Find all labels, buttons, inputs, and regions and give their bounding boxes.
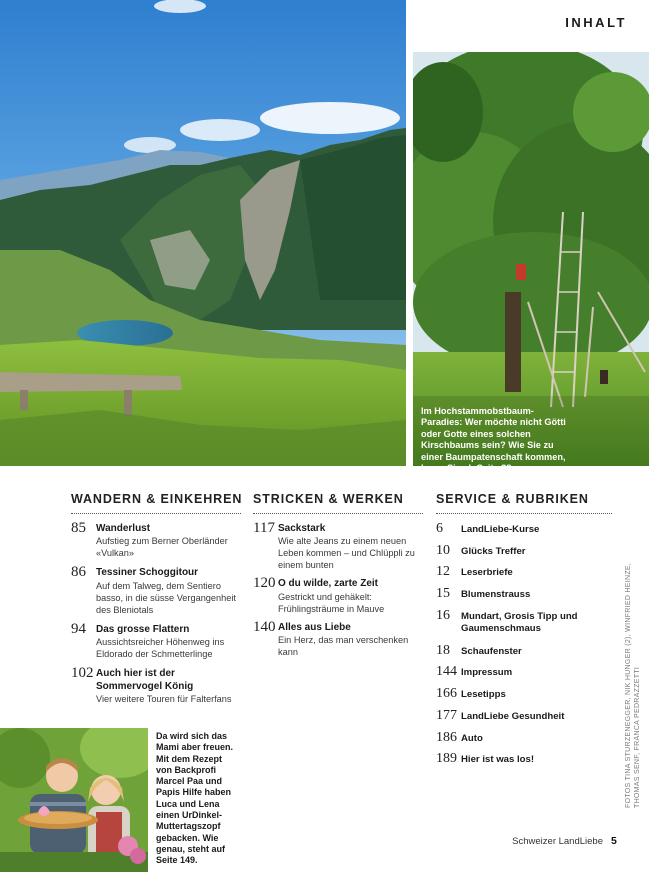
toc-entry[interactable] bbox=[436, 729, 612, 754]
entry-title: Das grosse Flattern bbox=[96, 623, 190, 635]
toc-entry[interactable] bbox=[253, 618, 423, 658]
photo-credit bbox=[624, 563, 642, 808]
folio-page-number: 5 bbox=[611, 835, 617, 847]
entry-title: Impressum bbox=[461, 667, 513, 679]
column-title: STRICKEN & WERKEN bbox=[253, 492, 404, 506]
entry-description: Aussichtsreicher Höhenweg ins Eldorado der Schmetterlinge bbox=[96, 637, 225, 660]
page-number: 189 bbox=[436, 751, 457, 767]
toc-entry[interactable] bbox=[71, 520, 241, 559]
toc-entry[interactable] bbox=[436, 588, 612, 610]
service-list bbox=[436, 523, 612, 775]
cherry-tree-photo bbox=[413, 52, 649, 466]
toc-entry[interactable] bbox=[436, 753, 612, 775]
entry-description: Ein Herz, das man verschenken kann bbox=[278, 635, 409, 658]
kids-photo-caption: Da wird sich das Mami aber freuen. Mit dem Rezept von Backprofi Marcel Paa und Papis Hilfe haben Luca und Lena einen UrDinkel-Muttertagszopf gebacken. Wie genau, steht auf Seite 149. bbox=[156, 731, 234, 866]
page-number: 186 bbox=[436, 729, 457, 745]
dotted-divider bbox=[436, 513, 612, 514]
toc-entry[interactable] bbox=[436, 688, 612, 710]
page-footer bbox=[512, 835, 617, 847]
page-number: 166 bbox=[436, 686, 457, 702]
entry-title: O du wilde, zarte Zeit bbox=[278, 578, 379, 590]
entry-title: Leserbriefe bbox=[461, 567, 513, 579]
toc-entry[interactable] bbox=[436, 566, 612, 588]
entry-title: Sackstark bbox=[278, 523, 326, 534]
toc-entry[interactable] bbox=[436, 666, 612, 688]
page-number: 94 bbox=[71, 620, 86, 637]
toc-entry[interactable] bbox=[71, 620, 241, 660]
dotted-divider bbox=[71, 513, 241, 514]
kids-with-bread-photo bbox=[0, 728, 148, 872]
entry-title: Schaufenster bbox=[461, 645, 522, 657]
page-number: 144 bbox=[436, 664, 457, 680]
toc-entry[interactable] bbox=[436, 542, 612, 567]
entry-description: Vier weitere Touren für Falterfans bbox=[96, 694, 232, 705]
page-number: 120 bbox=[253, 575, 276, 592]
toc-entry[interactable] bbox=[253, 575, 423, 614]
entry-description: Wie alte Jeans zu einem neuen Leben kommen – und Chlüppli zu einem bunten bbox=[278, 536, 415, 571]
page-number: 86 bbox=[71, 564, 86, 581]
toc-entry[interactable] bbox=[436, 523, 612, 545]
entry-title: Glücks Treffer bbox=[461, 545, 526, 557]
entry-title: Blumenstrauss bbox=[461, 589, 531, 601]
entry-title: LandLiebe-Kurse bbox=[461, 524, 540, 535]
entry-title: LandLiebe Gesundheit bbox=[461, 710, 565, 722]
entry-title: Mundart, Grosis Tipp und Gaumenschmaus bbox=[461, 610, 578, 635]
toc-entry[interactable] bbox=[253, 520, 423, 571]
entry-title: Tessiner Schoggitour bbox=[96, 567, 199, 579]
photo-credit-line: FOTOS TINA STURZENEGGER, NIK HUNGER (2), WINFRIED HEINZE, bbox=[625, 562, 632, 808]
page-number: 15 bbox=[436, 586, 450, 602]
entry-description: Gestrickt und gehäkelt: Frühlingsträume in Mauve bbox=[278, 591, 385, 614]
toc-column-stricken bbox=[253, 492, 423, 665]
page-number: 16 bbox=[436, 607, 450, 623]
entry-title: Alles aus Liebe bbox=[278, 621, 351, 633]
section-header-inhalt: INHALT bbox=[565, 15, 627, 30]
entry-title: Auch hier ist der Sommervogel König bbox=[96, 668, 194, 692]
tree-photo-caption: Im Hochstammobstbaum-Paradies: Wer möchte nicht Götti oder Gotte eines solchen Kirschbaums sein? Wie Sie zu einer Baumpatenschaft kommen, lesen Sie ab Seite 38. bbox=[421, 406, 566, 474]
page-number: 12 bbox=[436, 564, 450, 580]
toc-column-wandern bbox=[71, 492, 241, 713]
page-number: 85 bbox=[71, 520, 86, 536]
toc-entry[interactable] bbox=[71, 564, 241, 615]
entry-title: Lesetipps bbox=[461, 689, 506, 701]
entry-description: Auf dem Talweg, dem Sentiero basso, in die süsse Vergangenheit des Bleniotals bbox=[96, 580, 236, 615]
toc-entry[interactable] bbox=[436, 707, 612, 732]
dotted-divider bbox=[253, 513, 423, 514]
toc-entry[interactable] bbox=[436, 642, 612, 667]
entry-description: Aufstieg zum Berner Oberländer «Vulkan» bbox=[96, 536, 228, 559]
page-number: 10 bbox=[436, 542, 450, 558]
mountain-landscape-photo bbox=[0, 0, 406, 466]
entry-title: Hier ist was los! bbox=[461, 754, 535, 766]
page-number: 117 bbox=[253, 520, 275, 536]
magazine-name: Schweizer LandLiebe bbox=[512, 836, 603, 847]
photo-credit-line: THOMAS SENF, FRANCA PEDRAZZETTI bbox=[634, 666, 641, 808]
page-number: 177 bbox=[436, 707, 457, 723]
page-number: 102 bbox=[71, 665, 94, 682]
column-title: SERVICE & RUBRIKEN bbox=[436, 492, 589, 506]
page-number: 6 bbox=[436, 521, 443, 536]
page-number: 140 bbox=[253, 618, 276, 635]
toc-entry[interactable] bbox=[436, 607, 612, 645]
toc-entry[interactable] bbox=[71, 665, 241, 705]
entry-title: Wanderlust bbox=[96, 523, 151, 534]
toc-column-service bbox=[436, 492, 612, 775]
entry-title: Auto bbox=[461, 732, 483, 744]
page-number: 18 bbox=[436, 642, 450, 658]
column-title: WANDERN & EINKEHREN bbox=[71, 492, 243, 506]
